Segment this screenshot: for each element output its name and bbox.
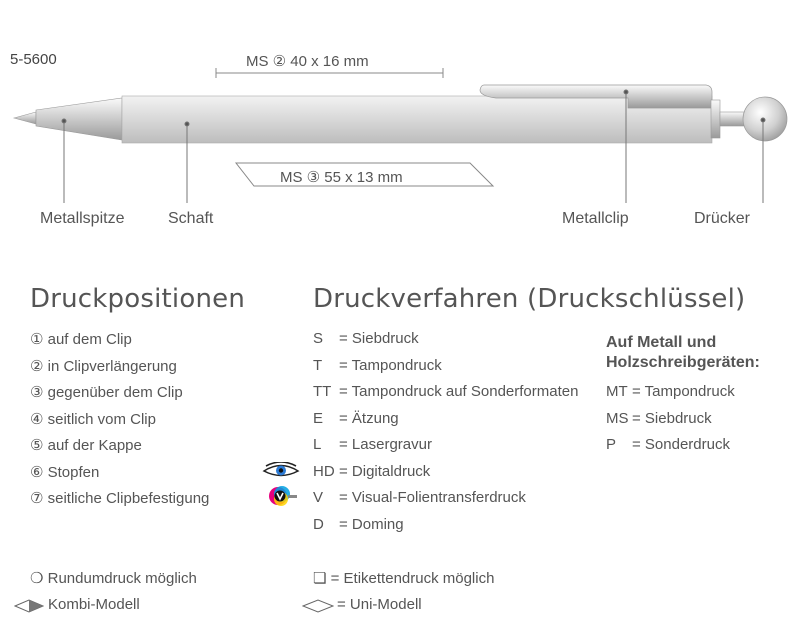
method-label: = Tampondruck (339, 357, 442, 374)
method-key: T (313, 357, 323, 374)
position-item: ⑥ Stopfen (30, 464, 100, 481)
pen-shaft (122, 96, 712, 143)
method-key: L (313, 436, 322, 453)
metal-wood-title: Auf Metall und Holzschreibgeräten: (606, 334, 760, 371)
legend-uni-model: = Uni-Modell (337, 596, 422, 613)
position-item: ② in Clipverlängerung (30, 358, 177, 375)
legend-round-print: ❍ Rundumdruck möglich (30, 570, 197, 587)
method-key: E (313, 410, 324, 427)
position-item: ③ gegenüber dem Clip (30, 384, 183, 401)
position-item: ④ seitlich vom Clip (30, 411, 156, 428)
metal-wood-key: P (606, 436, 617, 453)
method-item (313, 383, 578, 400)
metal-wood-label: = Siebdruck (632, 410, 712, 427)
metal-wood-key: MS (606, 410, 629, 427)
dimension-label-ms2: MS ② 40 x 16 mm (246, 53, 369, 70)
method-item (313, 436, 432, 453)
method-label: = Lasergravur (339, 436, 432, 453)
method-item (313, 516, 404, 533)
method-label: = Siebdruck (339, 330, 419, 347)
method-label: = Doming (339, 516, 404, 533)
positions-title: Druckpositionen (30, 284, 245, 314)
visual-transfer-icon (268, 484, 298, 510)
method-item (313, 489, 526, 506)
kombi-model-icon (14, 599, 44, 613)
metal-wood-item (606, 410, 712, 427)
legend-label-print: ❏ = Etikettendruck möglich (313, 570, 495, 587)
uni-model-icon (302, 599, 334, 613)
pen-illustration (0, 0, 800, 240)
method-key: V (313, 489, 324, 506)
method-label: = Ätzung (339, 410, 399, 427)
method-key: S (313, 330, 324, 347)
eye-icon (262, 462, 300, 480)
method-label: = Visual-Folientransferdruck (339, 489, 526, 506)
method-key: TT (313, 383, 332, 400)
pen-button (711, 97, 787, 141)
metal-wood-item (606, 436, 730, 453)
product-code: 5-5600 (10, 51, 57, 68)
position-item: ⑦ seitliche Clipbefestigung (30, 490, 210, 507)
dimension-label-ms3: MS ③ 55 x 13 mm (280, 169, 403, 186)
method-key: D (313, 516, 324, 533)
method-label: = Digitaldruck (339, 463, 431, 480)
part-label-tip: Metallspitze (40, 210, 125, 227)
position-item: ⑤ auf der Kappe (30, 437, 142, 454)
pen-tip (14, 98, 122, 140)
part-label-shaft: Schaft (168, 210, 214, 227)
metal-wood-label: = Sonderdruck (632, 436, 730, 453)
method-item (313, 410, 399, 427)
method-label: = Tampondruck auf Sonderformaten (339, 383, 579, 400)
method-item (313, 330, 419, 347)
method-item (313, 463, 430, 480)
position-item: ① auf dem Clip (30, 331, 132, 348)
methods-title: Druckverfahren (Druckschlüssel) (313, 284, 746, 314)
method-item (313, 357, 442, 374)
metal-wood-label: = Tampondruck (632, 383, 735, 400)
metal-wood-item (606, 383, 735, 400)
method-key: HD (313, 463, 335, 480)
part-label-button: Drücker (694, 210, 751, 227)
metal-wood-key: MT (606, 383, 628, 400)
legend-kombi-model: Kombi-Modell (48, 596, 140, 613)
part-label-clip: Metallclip (562, 210, 629, 227)
